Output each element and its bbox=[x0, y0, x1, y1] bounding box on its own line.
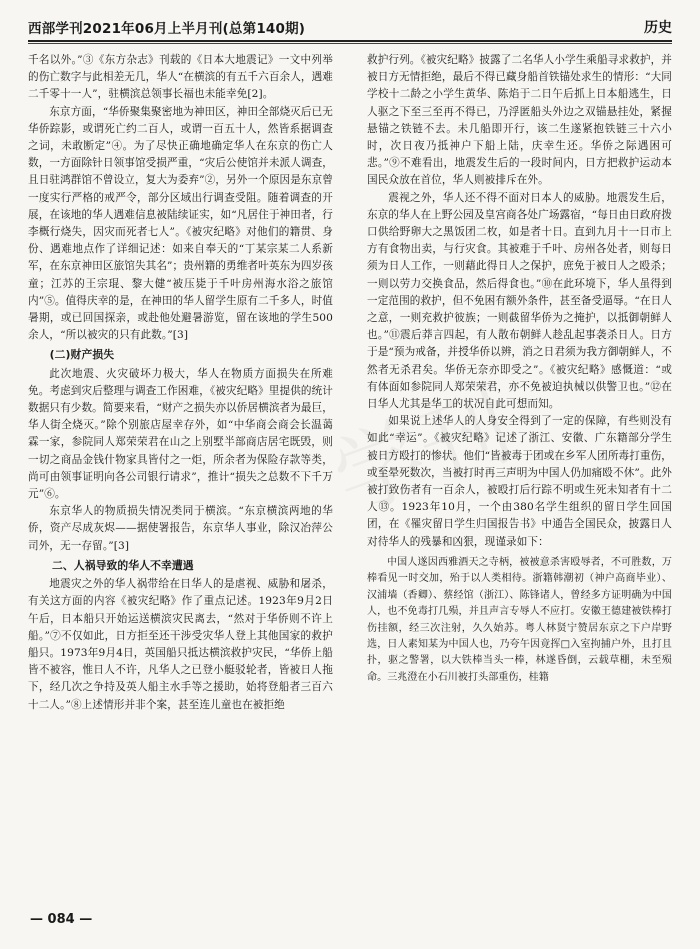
block-quote bbox=[367, 555, 672, 686]
right-column bbox=[367, 52, 672, 686]
paragraph: 东京方面，“华侨聚集聚密地为神田区，神田全部烧灭后已无华侨踪影，或谓死亡约二百人，或谓一百五十人，然皆系据调查之词，未敢断定”④。为了尽快正确地确定华人在东京的伤亡人数，一方面除针日领事馆受损严重，“灾后公使馆并未派人调查，且日驻鸿群馆不曾设立，复大为委弃”②，另外一个原因是东京曾一度实行严格的戒严令，部分区域出行调查受阻。随着调查的开展，在该地的华人遇难信息被陆续证实，如“凡居住于神田者，行李概行烧失，因灾而死者七人”。《被灾纪略》对他们的籍贯、身份、遇难地点作了详细记述：如来自奉天的“丁某宗某二人系新军，在东京神田区旅馆失其名”；贵州籍的勇维者叶英东为四岁孩童；江苏的王宗琨、黎大健“被压毙于千叶房州海水浴之旅馆内”⑤。值得庆幸的是，在神田的华人留学生原有二千多人，时值暑期，或已回国探亲，或赴他处避暑游览，留在该地的学生500余人，“所以被灾的只有此数。”[3] bbox=[28, 105, 333, 342]
header-divider bbox=[28, 43, 672, 44]
section-label: 历史 bbox=[644, 20, 672, 36]
paragraph: 救护行列。《被灾纪略》披露了二名华人小学生乘船寻求救护，并被日方无情拒绝，最后不得已藏身船首铁锚处求生的情形：“大同学校十二龄之小学生黄华、陈焰于二日午后抓上日本船逃生，日人驱之下至三至再不得已，乃浮匿船头外边之双锚悬挂处，紧握悬锚之铁链不去。未几船即开行，该二生遂紧抱铁链三十六小时，次日夜乃抵神户下船上陆，庆幸生还。华侨之际遇困可悲。”⑨不难看出，地震发生后的一段时间内，日方把救护运动本国民众放在首位，华人则被排斥在外。 bbox=[367, 54, 672, 187]
paragraph: 此次地震、火灾破坏力极大，华人在物质方面损失在所难免。考虑到灾后整理与调查工作困难，《被灾纪略》里提供的统计数据只有少数。简要来看，“财产之损失亦以侨居横滨者为最巨，华人街全烧灭。”除个别旅店屋幸存外，如“中华商会商会长温蔼霖一家，参院同人郑荣荣君在山之上别墅半部商店居宅既毁，则一切之商品金钱什物家具皆付之一炬，所余者为保险存款等类，尚可由领事证明向各公司银行请求”，推计“损失之总数不下千万元”⑥。 bbox=[28, 367, 333, 501]
left-column bbox=[28, 52, 333, 714]
paragraph: 千名以外。”③《东方杂志》刊载的《日本大地震记》一文中列举的伤亡数字与此相差无几，华人“在横滨的有五千六百余人，遇难二千零十一人”，驻横滨总领事长福也未能幸免[2]。 bbox=[28, 54, 333, 101]
journal-title: 西部学刊2021年06月上半月刊(总第140期) bbox=[28, 21, 306, 37]
paragraph: 地震灾之外的华人祸带给在日华人的是虐视、威胁和屠杀，有关这方面的内容《被灾纪略》作了重点记述。1923年9月2日午后，日本船只开始运送横滨灾民离去，“然对于华侨则不许上船。”⑦不仅如此，日方拒至还干涉受灾华人登上其他国家的救护船只。1973年9月4日，英国船只抵达横滨救护灾民，“华侨上船皆不被容，惟日人不许，凡华人之已登小艇驳轮者，皆被日人拖下，经几次之争持及英人船主水手等之援助，始将登船者三百六十二人。”⑧上述情形并非个案，甚至连儿童也在被拒绝 bbox=[28, 578, 333, 711]
section-heading: 二、人祸导致的华人不幸遭遇 bbox=[52, 558, 194, 572]
paragraph: 如果说上述华人的人身安全得到了一定的保障，有些则没有如此“幸运”。《被灾纪略》记述了浙江、安徽、广东籍部分学生被日方殴打的惨状。他们“皆被毒于团或在乡军人团所毒打重伤，或至晕死数次，当被打时再三声明为中国人仍加痛殴不休”。此外被打致伤者有一百余人，被殴打后行踪不明或生死未知者有十二人⑬。1923年10月，一个由380名学生组织的留日学生回国团，在《罹灾留日学生归国报告书》中通告全国民众，披露日人对待华人的残暴和凶狠，现谨录如下： bbox=[367, 415, 672, 548]
subsection-heading: (二)财产损失 bbox=[49, 348, 115, 362]
paragraph: 东京华人的物质损失情况类同于横滨。“东京横滨两地的华侨，资产尽成灰烬——据使署报告，东京华人事业，除汉冶萍公司外，无一存留。”[3] bbox=[28, 505, 333, 552]
quote-paragraph: 中国人遂因西雅酒天之寺柄，被被意杀害殴辱者，不可胜数，万棒看见一时交加，殆于以人类相待。浙籍韩潮初（神户高商毕业）、汉浦墙（香卿）、蔡经馆（浙江）、陈锋诸人，曾经多方证明确为中国人，也不免毒打几殒，并且声言专辱人不应打。安徽王德建被铁棒打伤挂额，经三次注射，久久始苏。粤人林贤宁赞居东京之下户岸野选，日人素知某为中国人也，乃夸午因竟挥□入室拘捕户外，且打且扑，驱之警署，以大铁棒当头一棒，林遂昏倒，云载草棚，未至殒命。三兆澄在小石川被打头部重伤，桂籍 bbox=[367, 556, 672, 683]
page-number: — 084 — bbox=[30, 912, 93, 927]
page-header bbox=[28, 14, 672, 42]
paragraph: 震视之外，华人还不得不面对日本人的威胁。地震发生后，东京的华人在上野公园及皇宫商各处广场露宿，“每日由日政府拨口供给野卵大之黑饭团二枚，如是者十日。直到九月十一日市上方有食物出卖，与行灾食。其被难于千叶、房州各处者，则每日须为日人工作，一则藉此得日人之保护，庶免于被日人之殴杀；一则以劳力交换食品，然后得食也。”⑩在此环境下，华人虽得到一定范围的救护，但不免困有额外条件，甚至备受逼辱。“在日人之意，一则充救护彼族；一则截留华侨为之掩护，以抵御朝鲜人也。”⑪震后莽言四起，有人散布朝鲜人趁乱起事袭杀日人。日方于是“预为戒备，并授华侨以辨，消之日君须为我方御朝鲜人，不然者无杀君矣。华侨无奈亦即受之”。《被灾纪略》感慨道：“或有体面如参院同人郑荣荣君，亦不免被迫执械以供警卫也。”⑫在日华人尤其是华工的状况自此可想而知。 bbox=[367, 191, 672, 411]
